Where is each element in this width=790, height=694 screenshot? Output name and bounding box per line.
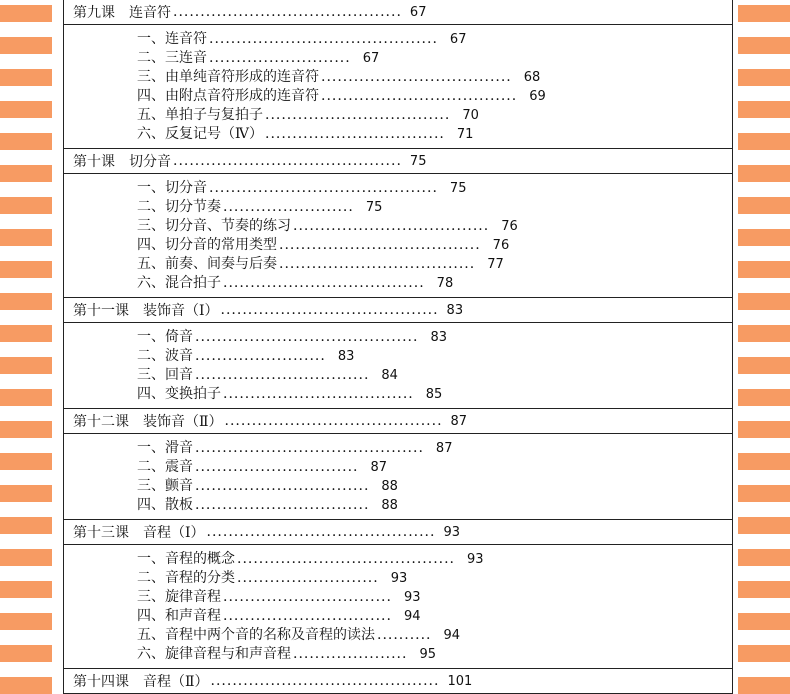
section-label: 六、混合拍子 <box>137 275 221 291</box>
section-page-number: 75 <box>449 181 467 196</box>
leader-dots: ................................ <box>195 497 370 513</box>
stripe-bar <box>0 133 52 150</box>
section-entry[interactable] <box>137 550 732 569</box>
section-label: 一、滑音 <box>137 440 193 456</box>
chapter-section-list <box>64 434 732 519</box>
stripe-bar <box>738 165 790 182</box>
chapter-title: 连音符 <box>129 5 171 21</box>
stripe-bar <box>0 581 52 598</box>
stripe-bar <box>738 69 790 86</box>
stripe-bar <box>0 613 52 630</box>
section-label: 五、单拍子与复拍子 <box>137 107 263 123</box>
section-label: 四、和声音程 <box>137 608 221 624</box>
section-page-number: 77 <box>487 257 504 272</box>
chapter-header[interactable] <box>64 148 732 174</box>
leader-dots: .......................................... <box>209 180 438 196</box>
leader-dots: .......................... <box>237 570 379 586</box>
stripe-bar <box>0 165 52 182</box>
section-entry[interactable] <box>137 328 732 347</box>
leader-dots: .................................... <box>293 218 490 234</box>
leader-dots: .......................................... <box>173 4 402 20</box>
chapter-page-number: 101 <box>447 673 473 689</box>
stripe-bar <box>0 197 52 214</box>
left-decorative-stripes <box>0 0 52 694</box>
section-label: 四、切分音的常用类型 <box>137 237 277 253</box>
leader-dots: ........................ <box>195 348 326 364</box>
leader-dots: .................................... <box>321 88 518 104</box>
section-entry[interactable] <box>137 626 732 645</box>
section-page-number: 71 <box>456 127 474 142</box>
chapter-section-list <box>64 174 732 297</box>
stripe-bar <box>0 5 52 22</box>
section-page-number: 67 <box>362 51 380 66</box>
leader-dots: ........................................ <box>237 551 456 567</box>
section-label: 三、颤音 <box>137 478 193 494</box>
section-label: 一、音程的概念 <box>137 551 235 567</box>
section-label: 二、波音 <box>137 348 193 364</box>
chapter-header[interactable] <box>64 297 732 323</box>
chapter-number: 第十一课 <box>73 303 129 319</box>
section-entry[interactable] <box>137 347 732 366</box>
section-entry[interactable] <box>137 217 732 236</box>
section-entry[interactable] <box>137 439 732 458</box>
section-page-number: 76 <box>492 238 510 253</box>
leader-dots: ................................ <box>195 478 370 494</box>
section-entry[interactable] <box>137 179 732 198</box>
chapter-title: 音程（Ⅰ） <box>143 525 205 541</box>
section-label: 三、旋律音程 <box>137 589 221 605</box>
section-page-number: 93 <box>403 590 421 605</box>
section-page-number: 93 <box>467 552 484 567</box>
chapter-header[interactable] <box>64 408 732 434</box>
stripe-bar <box>738 421 790 438</box>
section-label: 四、变换拍子 <box>137 386 221 402</box>
section-label: 四、由附点音符形成的连音符 <box>137 88 319 104</box>
stripe-bar <box>738 37 790 54</box>
leader-dots: ........................................ <box>224 413 443 429</box>
stripe-bar <box>738 133 790 150</box>
chapter-title: 装饰音（Ⅱ） <box>143 414 223 430</box>
section-entry[interactable] <box>137 106 732 125</box>
chapter-page-number: 83 <box>446 302 464 318</box>
chapter-page-number: 87 <box>450 413 468 429</box>
section-entry[interactable] <box>137 588 732 607</box>
section-page-number: 83 <box>430 330 448 345</box>
chapter-title: 音程（Ⅱ） <box>143 674 209 690</box>
chapter-title: 装饰音（Ⅰ） <box>143 303 219 319</box>
section-entry[interactable] <box>137 198 732 217</box>
stripe-bar <box>738 581 790 598</box>
section-page-number: 95 <box>419 647 437 662</box>
chapter-header[interactable] <box>64 668 732 694</box>
stripe-bar <box>738 613 790 630</box>
stripe-bar <box>0 261 52 278</box>
leader-dots: ............................... <box>223 589 392 605</box>
stripe-bar <box>738 261 790 278</box>
section-label: 一、连音符 <box>137 31 207 47</box>
section-page-number: 93 <box>390 571 408 586</box>
stripe-bar <box>0 101 52 118</box>
stripe-bar <box>738 677 790 694</box>
stripe-bar <box>738 517 790 534</box>
section-page-number: 70 <box>462 108 479 123</box>
stripe-bar <box>0 325 52 342</box>
leader-dots: ........................ <box>223 199 354 215</box>
stripe-bar <box>738 5 790 22</box>
section-page-number: 68 <box>523 70 541 85</box>
section-page-number: 87 <box>435 441 453 456</box>
leader-dots: .......... <box>377 627 432 643</box>
section-label: 三、回音 <box>137 367 193 383</box>
chapter-title: 切分音 <box>129 154 171 170</box>
stripe-bar <box>0 229 52 246</box>
section-page-number: 84 <box>381 368 398 383</box>
stripe-bar <box>738 357 790 374</box>
section-entry[interactable] <box>137 477 732 496</box>
leader-dots: ..................... <box>293 646 408 662</box>
leader-dots: .......................................... <box>173 153 402 169</box>
stripe-bar <box>0 357 52 374</box>
chapter-header[interactable] <box>64 0 732 25</box>
section-page-number: 85 <box>425 387 443 402</box>
chapter-number: 第十四课 <box>73 674 129 690</box>
leader-dots: .......................... <box>209 50 351 66</box>
stripe-bar <box>0 677 52 694</box>
section-label: 三、由单纯音符形成的连音符 <box>137 69 319 85</box>
section-entry[interactable] <box>137 30 732 49</box>
leader-dots: .......................................... <box>206 524 436 540</box>
section-entry[interactable] <box>137 366 732 385</box>
chapter-section-list <box>64 25 732 148</box>
chapter-header[interactable] <box>64 519 732 545</box>
stripe-bar <box>738 293 790 310</box>
leader-dots: ..................................... <box>223 275 425 291</box>
section-page-number: 88 <box>381 498 398 513</box>
section-label: 二、切分节奏 <box>137 199 221 215</box>
stripe-bar <box>0 549 52 566</box>
stripe-bar <box>738 325 790 342</box>
stripe-bar <box>0 37 52 54</box>
leader-dots: .................................. <box>265 107 451 123</box>
section-label: 一、倚音 <box>137 329 193 345</box>
stripe-bar <box>738 197 790 214</box>
section-entry[interactable] <box>137 458 732 477</box>
right-decorative-stripes <box>738 0 790 694</box>
leader-dots: .......................................... <box>210 673 440 689</box>
section-entry[interactable] <box>137 125 732 144</box>
section-page-number: 78 <box>436 276 454 291</box>
stripe-bar <box>0 293 52 310</box>
leader-dots: .............................. <box>195 459 359 475</box>
stripe-bar <box>738 101 790 118</box>
stripe-bar <box>738 645 790 662</box>
leader-dots: ......................................... <box>195 329 419 345</box>
section-page-number: 88 <box>381 479 398 494</box>
section-entry[interactable] <box>137 645 732 664</box>
stripe-bar <box>0 645 52 662</box>
section-page-number: 94 <box>403 609 421 624</box>
stripe-bar <box>738 389 790 406</box>
leader-dots: ................................... <box>223 386 414 402</box>
section-entry[interactable] <box>137 569 732 588</box>
stripe-bar <box>0 517 52 534</box>
section-page-number: 75 <box>365 200 383 215</box>
stripe-bar <box>738 229 790 246</box>
chapter-number: 第十课 <box>73 154 115 170</box>
section-label: 五、音程中两个音的名称及音程的读法 <box>137 627 375 643</box>
section-entry[interactable] <box>137 385 732 404</box>
section-entry[interactable] <box>137 607 732 626</box>
section-label: 二、三连音 <box>137 50 207 66</box>
section-label: 六、旋律音程与和声音程 <box>137 646 291 662</box>
leader-dots: .......................................... <box>195 440 424 456</box>
section-label: 五、前奏、间奏与后奏 <box>137 256 277 272</box>
chapter-section-list <box>64 323 732 408</box>
section-label: 四、散板 <box>137 497 193 513</box>
section-entry[interactable] <box>137 496 732 515</box>
stripe-bar <box>0 453 52 470</box>
chapter-page-number: 93 <box>443 524 460 540</box>
chapter-page-number: 75 <box>409 153 427 169</box>
leader-dots: .......................................... <box>209 31 438 47</box>
section-label: 三、切分音、节奏的练习 <box>137 218 291 234</box>
section-entry[interactable] <box>137 274 732 293</box>
stripe-bar <box>0 389 52 406</box>
stripe-bar <box>0 421 52 438</box>
section-label: 一、切分音 <box>137 180 207 196</box>
section-label: 二、音程的分类 <box>137 570 235 586</box>
chapter-number: 第十二课 <box>73 414 129 430</box>
leader-dots: ................................. <box>265 126 445 142</box>
section-page-number: 83 <box>337 349 355 364</box>
chapter-number: 第九课 <box>73 5 115 21</box>
stripe-bar <box>0 69 52 86</box>
section-page-number: 76 <box>501 219 518 234</box>
leader-dots: ..................................... <box>279 237 481 253</box>
stripe-bar <box>0 485 52 502</box>
stripe-bar <box>738 549 790 566</box>
section-page-number: 87 <box>370 460 388 475</box>
section-entry[interactable] <box>137 255 732 274</box>
leader-dots: ........................................ <box>220 302 439 318</box>
chapter-section-list <box>64 545 732 668</box>
section-entry[interactable] <box>137 68 732 87</box>
chapter-number: 第十三课 <box>73 525 129 541</box>
stripe-bar <box>738 453 790 470</box>
chapter-page-number: 67 <box>409 4 427 20</box>
section-page-number: 69 <box>529 89 546 104</box>
section-page-number: 67 <box>449 32 467 47</box>
table-of-contents <box>63 0 733 694</box>
section-entry[interactable] <box>137 236 732 255</box>
section-page-number: 94 <box>443 628 461 643</box>
section-label: 二、震音 <box>137 459 193 475</box>
leader-dots: ................................ <box>195 367 370 383</box>
section-label: 六、反复记号（Ⅳ） <box>137 126 263 142</box>
leader-dots: ............................... <box>223 608 392 624</box>
stripe-bar <box>738 485 790 502</box>
section-entry[interactable] <box>137 49 732 68</box>
leader-dots: ................................... <box>321 69 512 85</box>
section-entry[interactable] <box>137 87 732 106</box>
leader-dots: .................................... <box>279 256 476 272</box>
